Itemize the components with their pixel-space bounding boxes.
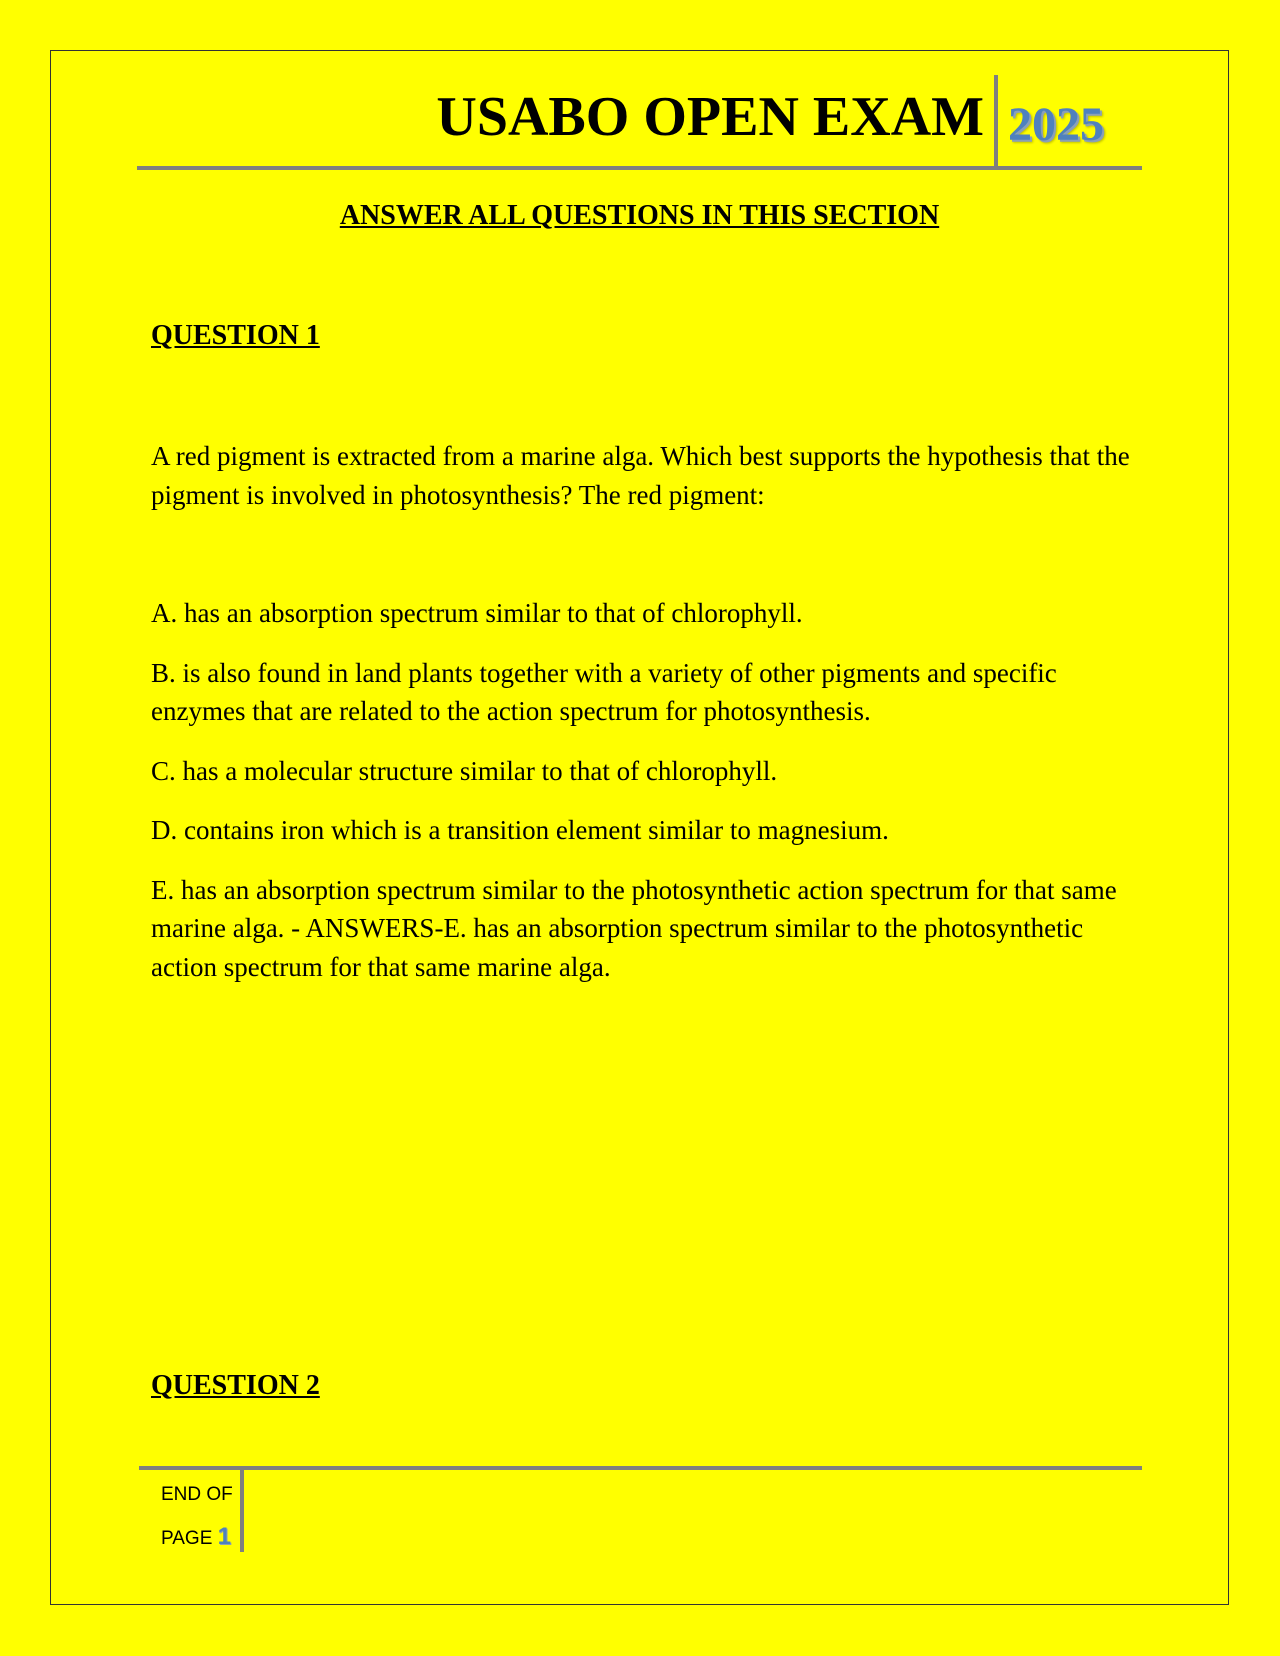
option-b: B. is also found in land plants together with a variety of other pigments and specific enzymes that are related to the action spectrum for photosynthesis. [151,657,1057,726]
page-footer [161,1474,233,1560]
exam-year: 2025 [1008,98,1104,151]
exam-title: USABO OPEN EXAM [436,86,984,148]
section-instruction: ANSWER ALL QUESTIONS IN THIS SECTION [339,200,940,231]
question-1-options [151,594,1141,1007]
option-d: D. contains iron which is a transition element similar to magnesium. [151,815,889,845]
header-divider [994,75,998,167]
header-rule [137,166,1142,170]
question-1-heading: QUESTION 1 [151,320,320,351]
footer-divider [240,1470,244,1552]
question-2-heading: QUESTION 2 [151,1370,320,1401]
option-a: A. has an absorption spectrum similar to that of chlorophyll. [151,598,803,628]
footer-page-line [161,1516,233,1560]
option-c: C. has a molecular structure similar to that of chlorophyll. [151,755,778,786]
footer-end-of: END OF [161,1484,233,1505]
question-1-stem: A red pigment is extracted from a marine alga. Which best supports the hypothesis that the pigment is involved in photosynthesis? The red pigment: [151,441,1130,510]
footer-page-label: PAGE [161,1528,213,1549]
option-e: E. has an absorption spectrum similar to the photosynthetic action spectrum for that same marine alga. - ANSWERS-E. has an absorption spectrum similar to the photosynthetic action spectrum for that same marine alga. [151,874,1117,982]
footer-rule [139,1466,1142,1470]
page-number: 1 [217,1523,232,1550]
